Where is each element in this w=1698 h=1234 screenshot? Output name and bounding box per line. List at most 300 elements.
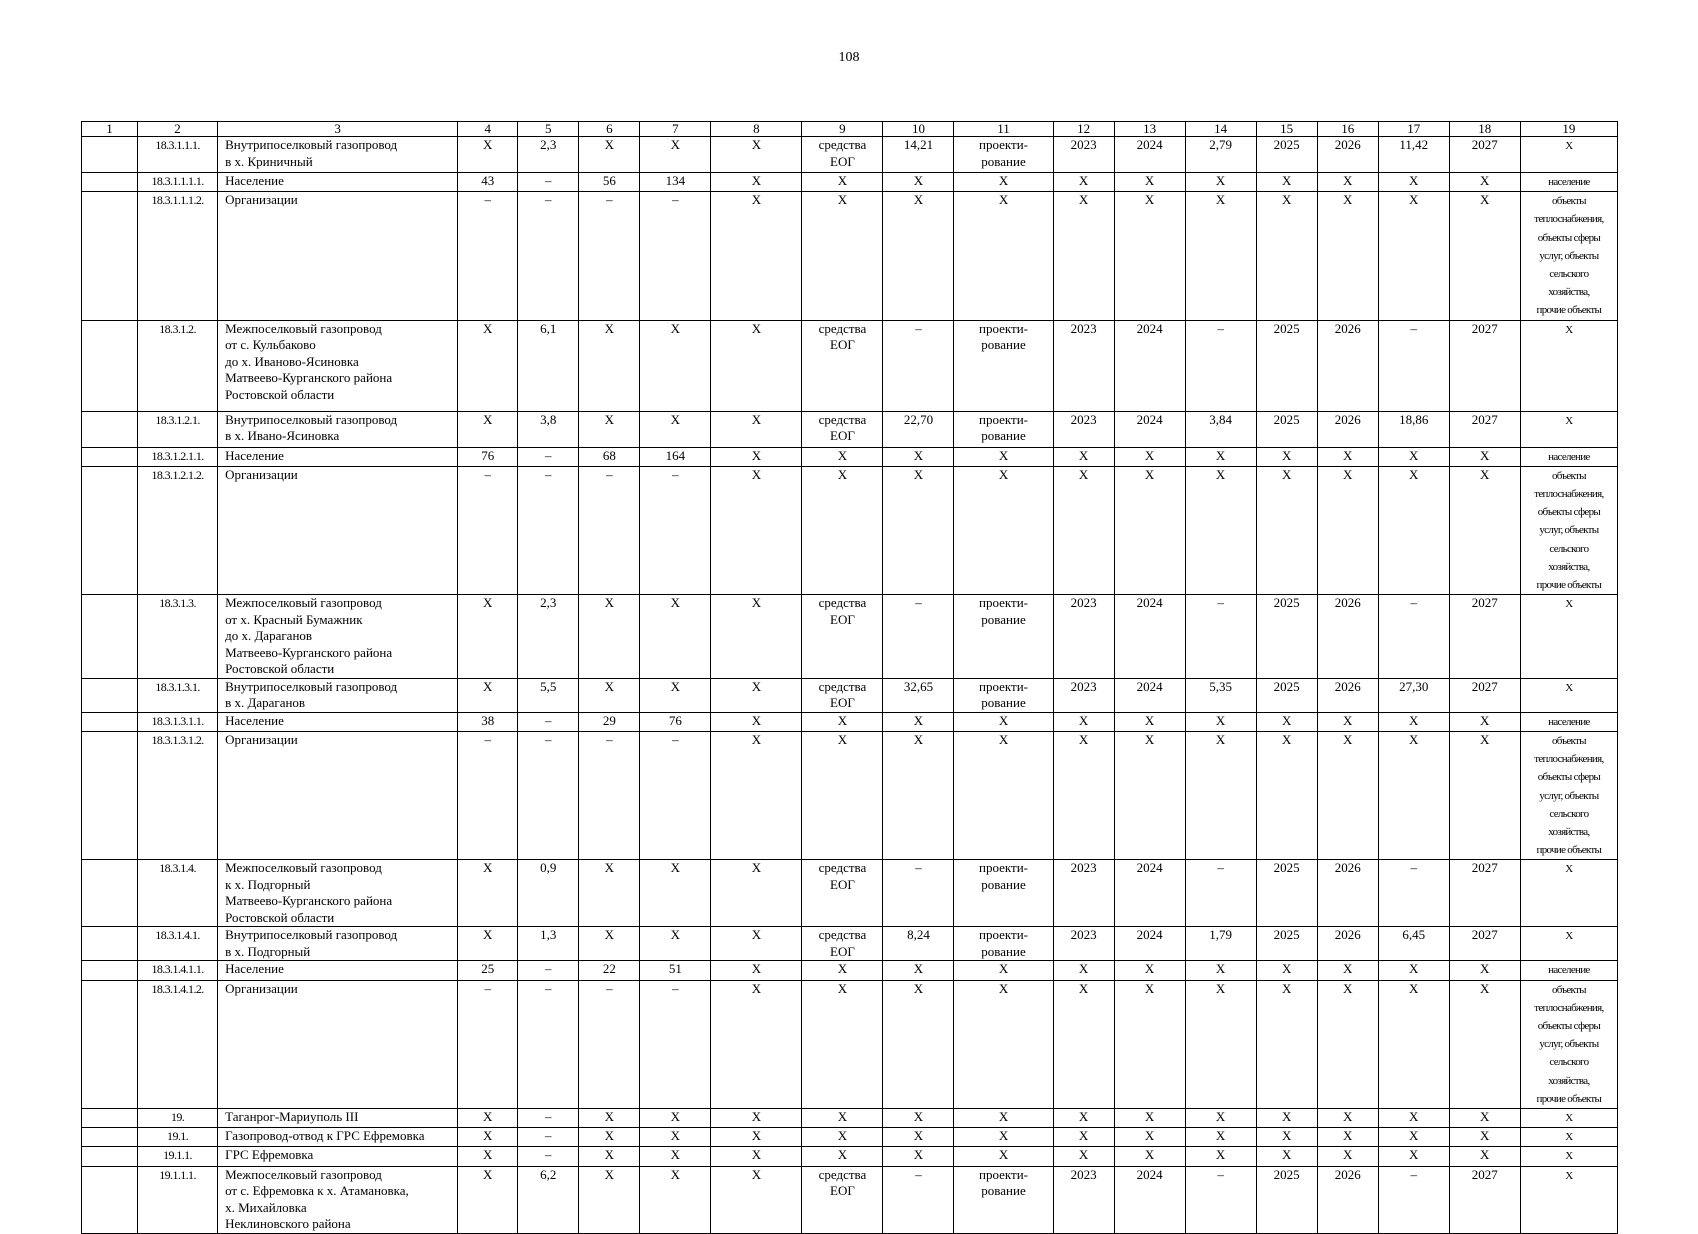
table-cell-col-6: Х — [579, 1128, 640, 1147]
column-number-cell: 18 — [1449, 122, 1520, 137]
table-cell-col-7: – — [640, 466, 711, 594]
table-cell-col-6: Х — [579, 860, 640, 927]
table-cell-col-16: 2026 — [1317, 927, 1378, 961]
table-cell-col-18: Х — [1449, 731, 1520, 859]
table-cell-col-14: – — [1185, 320, 1256, 411]
table-cell-col-19: население — [1520, 961, 1617, 980]
table-cell-col-1 — [82, 447, 138, 466]
table-cell-col-5: – — [518, 192, 579, 320]
table-cell-col-1 — [82, 595, 138, 679]
table-cell-col-16: 2026 — [1317, 137, 1378, 173]
table-cell-col-1 — [82, 927, 138, 961]
table-cell-col-12: Х — [1053, 731, 1114, 859]
table-cell-col-19: население — [1520, 712, 1617, 731]
table-cell-col-18: Х — [1449, 712, 1520, 731]
table-cell-col-15: Х — [1256, 1109, 1317, 1128]
table-cell-col-13: 2024 — [1114, 411, 1185, 447]
table-cell-col-1 — [82, 1128, 138, 1147]
table-cell-col-3: Население — [218, 173, 458, 192]
table-cell-col-2: 19.1.1.1. — [138, 1166, 218, 1233]
table-cell-col-7: Х — [640, 137, 711, 173]
table-cell-col-17: Х — [1378, 466, 1449, 594]
table-cell-col-10: Х — [883, 961, 954, 980]
table-cell-col-15: Х — [1256, 466, 1317, 594]
table-cell-col-15: 2025 — [1256, 678, 1317, 712]
table-cell-col-8: Х — [711, 1109, 802, 1128]
table-cell-col-14: 5,35 — [1185, 678, 1256, 712]
table-cell-col-9: средства ЕОГ — [802, 137, 883, 173]
table-cell-col-17: – — [1378, 860, 1449, 927]
table-cell-col-12: 2023 — [1053, 678, 1114, 712]
table-cell-col-3: Внутрипоселковый газопровод в х. Дараганов — [218, 678, 458, 712]
table-cell-col-11: Х — [954, 1128, 1053, 1147]
table-cell-col-2: 18.3.1.3.1.2. — [138, 731, 218, 859]
table-cell-col-9: Х — [802, 731, 883, 859]
table-cell-col-15: Х — [1256, 1147, 1317, 1166]
table-cell-col-9: средства ЕОГ — [802, 860, 883, 927]
table-row — [82, 173, 1618, 192]
table-cell-col-12: 2023 — [1053, 1166, 1114, 1233]
table-cell-col-11: проекти- рование — [954, 137, 1053, 173]
table-cell-col-2: 18.3.1.1.1.1. — [138, 173, 218, 192]
table-cell-col-18: 2027 — [1449, 1166, 1520, 1233]
table-cell-col-19: Х — [1520, 1109, 1617, 1128]
column-number-cell: 5 — [518, 122, 579, 137]
column-number-cell: 15 — [1256, 122, 1317, 137]
table-cell-col-13: Х — [1114, 192, 1185, 320]
table-cell-col-8: Х — [711, 1147, 802, 1166]
table-cell-col-9: Х — [802, 173, 883, 192]
table-row — [82, 411, 1618, 447]
column-number-cell: 10 — [883, 122, 954, 137]
table-cell-col-17: Х — [1378, 173, 1449, 192]
table-cell-col-18: Х — [1449, 961, 1520, 980]
table-cell-col-17: 18,86 — [1378, 411, 1449, 447]
gas-pipeline-table — [81, 121, 1618, 1234]
table-cell-col-12: 2023 — [1053, 595, 1114, 679]
table-cell-col-5: – — [518, 731, 579, 859]
table-cell-col-6: Х — [579, 678, 640, 712]
table-cell-col-3: Организации — [218, 466, 458, 594]
table-cell-col-6: Х — [579, 595, 640, 679]
table-cell-col-4: – — [458, 731, 518, 859]
table-cell-col-15: Х — [1256, 1128, 1317, 1147]
table-cell-col-3: Таганрог-Мариуполь III — [218, 1109, 458, 1128]
table-cell-col-8: Х — [711, 712, 802, 731]
table-cell-col-16: Х — [1317, 466, 1378, 594]
table-cell-col-7: Х — [640, 411, 711, 447]
table-cell-col-4: 38 — [458, 712, 518, 731]
table-cell-col-2: 18.3.1.3.1.1. — [138, 712, 218, 731]
table-cell-col-4: Х — [458, 678, 518, 712]
table-cell-col-9: Х — [802, 980, 883, 1108]
table-cell-col-17: Х — [1378, 1128, 1449, 1147]
table-cell-col-11: Х — [954, 447, 1053, 466]
table-row — [82, 595, 1618, 679]
table-cell-col-17: Х — [1378, 961, 1449, 980]
table-cell-col-10: Х — [883, 712, 954, 731]
table-cell-col-16: Х — [1317, 173, 1378, 192]
table-cell-col-9: Х — [802, 192, 883, 320]
table-cell-col-5: 2,3 — [518, 137, 579, 173]
table-cell-col-14: – — [1185, 860, 1256, 927]
table-cell-col-5: 2,3 — [518, 595, 579, 679]
table-cell-col-6: Х — [579, 411, 640, 447]
table-cell-col-11: Х — [954, 961, 1053, 980]
table-cell-col-4: 43 — [458, 173, 518, 192]
table-cell-col-16: Х — [1317, 1109, 1378, 1128]
table-row — [82, 1147, 1618, 1166]
table-cell-col-15: 2025 — [1256, 860, 1317, 927]
table-cell-col-13: 2024 — [1114, 860, 1185, 927]
table-cell-col-1 — [82, 411, 138, 447]
column-number-cell: 11 — [954, 122, 1053, 137]
table-cell-col-13: Х — [1114, 712, 1185, 731]
table-cell-col-17: 27,30 — [1378, 678, 1449, 712]
table-cell-col-3: Внутрипоселковый газопровод в х. Ивано-Ясиновка — [218, 411, 458, 447]
table-cell-col-3: Внутрипоселковый газопровод в х. Криничный — [218, 137, 458, 173]
table-cell-col-13: 2024 — [1114, 1166, 1185, 1233]
table-cell-col-19: объекты теплоснабжения, объекты сферы услуг, объекты сельского хозяйства, прочие объекты — [1520, 731, 1617, 859]
table-cell-col-14: Х — [1185, 980, 1256, 1108]
table-cell-col-13: Х — [1114, 961, 1185, 980]
table-cell-col-15: 2025 — [1256, 927, 1317, 961]
table-cell-col-11: проекти- рование — [954, 595, 1053, 679]
table-cell-col-5: – — [518, 1147, 579, 1166]
table-cell-col-8: Х — [711, 961, 802, 980]
table-cell-col-11: Х — [954, 1147, 1053, 1166]
table-row — [82, 980, 1618, 1108]
table-cell-col-15: Х — [1256, 192, 1317, 320]
table-cell-col-8: Х — [711, 192, 802, 320]
table-cell-col-18: 2027 — [1449, 320, 1520, 411]
table-cell-col-12: Х — [1053, 173, 1114, 192]
table-cell-col-17: – — [1378, 595, 1449, 679]
table-cell-col-12: 2023 — [1053, 411, 1114, 447]
table-cell-col-7: Х — [640, 1147, 711, 1166]
table-cell-col-9: Х — [802, 1109, 883, 1128]
table-cell-col-15: Х — [1256, 173, 1317, 192]
table-cell-col-3: Население — [218, 961, 458, 980]
table-cell-col-13: Х — [1114, 1147, 1185, 1166]
table-cell-col-9: Х — [802, 466, 883, 594]
table-cell-col-19: Х — [1520, 678, 1617, 712]
table-cell-col-19: объекты теплоснабжения, объекты сферы услуг, объекты сельского хозяйства, прочие объекты — [1520, 466, 1617, 594]
table-cell-col-5: – — [518, 466, 579, 594]
table-cell-col-19: Х — [1520, 595, 1617, 679]
table-cell-col-17: Х — [1378, 731, 1449, 859]
table-cell-col-11: Х — [954, 192, 1053, 320]
table-cell-col-3: Организации — [218, 980, 458, 1108]
table-cell-col-9: Х — [802, 1128, 883, 1147]
table-cell-col-8: Х — [711, 137, 802, 173]
table-cell-col-10: 32,65 — [883, 678, 954, 712]
table-cell-col-9: Х — [802, 961, 883, 980]
table-row — [82, 1128, 1618, 1147]
column-number-cell: 19 — [1520, 122, 1617, 137]
table-cell-col-2: 18.3.1.1.1.2. — [138, 192, 218, 320]
table-row — [82, 1109, 1618, 1128]
table-cell-col-16: Х — [1317, 1128, 1378, 1147]
table-cell-col-14: – — [1185, 1166, 1256, 1233]
table-cell-col-19: объекты теплоснабжения, объекты сферы услуг, объекты сельского хозяйства, прочие объекты — [1520, 980, 1617, 1108]
table-cell-col-18: 2027 — [1449, 137, 1520, 173]
table-cell-col-10: Х — [883, 466, 954, 594]
table-cell-col-9: средства ЕОГ — [802, 1166, 883, 1233]
table-row — [82, 320, 1618, 411]
table-cell-col-17: – — [1378, 320, 1449, 411]
table-cell-col-3: Межпоселковый газопровод от х. Красный Бумажник до х. Дараганов Матвеево-Курганского района Ростовской области — [218, 595, 458, 679]
table-cell-col-2: 18.3.1.2. — [138, 320, 218, 411]
table-cell-col-14: 1,79 — [1185, 927, 1256, 961]
table-cell-col-14: Х — [1185, 1109, 1256, 1128]
table-cell-col-8: Х — [711, 678, 802, 712]
table-cell-col-16: 2026 — [1317, 1166, 1378, 1233]
table-cell-col-3: Организации — [218, 731, 458, 859]
table-cell-col-19: Х — [1520, 1166, 1617, 1233]
table-cell-col-12: 2023 — [1053, 927, 1114, 961]
table-cell-col-15: Х — [1256, 447, 1317, 466]
table-cell-col-7: Х — [640, 1128, 711, 1147]
table-cell-col-5: – — [518, 712, 579, 731]
table-cell-col-8: Х — [711, 927, 802, 961]
table-cell-col-10: Х — [883, 192, 954, 320]
table-cell-col-4: Х — [458, 1128, 518, 1147]
table-cell-col-7: 134 — [640, 173, 711, 192]
table-cell-col-17: Х — [1378, 712, 1449, 731]
table-cell-col-4: Х — [458, 860, 518, 927]
table-row — [82, 860, 1618, 927]
table-cell-col-8: Х — [711, 447, 802, 466]
column-number-cell: 12 — [1053, 122, 1114, 137]
table-cell-col-18: 2027 — [1449, 927, 1520, 961]
table-cell-col-15: 2025 — [1256, 1166, 1317, 1233]
table-cell-col-2: 18.3.1.4.1.1. — [138, 961, 218, 980]
table-cell-col-13: Х — [1114, 466, 1185, 594]
table-cell-col-8: Х — [711, 595, 802, 679]
table-cell-col-1 — [82, 961, 138, 980]
table-cell-col-18: Х — [1449, 173, 1520, 192]
table-cell-col-4: Х — [458, 320, 518, 411]
table-cell-col-2: 19.1.1. — [138, 1147, 218, 1166]
table-cell-col-10: 14,21 — [883, 137, 954, 173]
table-row — [82, 731, 1618, 859]
table-cell-col-3: Межпоселковый газопровод к х. Подгорный Матвеево-Курганского района Ростовской области — [218, 860, 458, 927]
table-cell-col-1 — [82, 860, 138, 927]
table-cell-col-1 — [82, 712, 138, 731]
page-number: 108 — [838, 50, 860, 65]
column-number-header-row — [82, 122, 1618, 137]
table-cell-col-9: Х — [802, 1147, 883, 1166]
column-number-cell: 13 — [1114, 122, 1185, 137]
table-cell-col-16: Х — [1317, 980, 1378, 1108]
table-cell-col-13: Х — [1114, 447, 1185, 466]
table-cell-col-7: 76 — [640, 712, 711, 731]
table-cell-col-6: 29 — [579, 712, 640, 731]
table-cell-col-17: Х — [1378, 980, 1449, 1108]
table-cell-col-4: 76 — [458, 447, 518, 466]
table-cell-col-13: 2024 — [1114, 595, 1185, 679]
table-cell-col-5: – — [518, 447, 579, 466]
table-cell-col-13: Х — [1114, 731, 1185, 859]
table-cell-col-2: 18.3.1.3. — [138, 595, 218, 679]
table-cell-col-19: Х — [1520, 137, 1617, 173]
table-cell-col-10: Х — [883, 447, 954, 466]
table-cell-col-6: – — [579, 980, 640, 1108]
table-cell-col-17: Х — [1378, 1109, 1449, 1128]
table-cell-col-7: Х — [640, 678, 711, 712]
table-cell-col-18: 2027 — [1449, 411, 1520, 447]
table-cell-col-3: Газопровод-отвод к ГРС Ефремовка — [218, 1128, 458, 1147]
table-cell-col-1 — [82, 320, 138, 411]
table-row — [82, 447, 1618, 466]
table-cell-col-9: средства ЕОГ — [802, 595, 883, 679]
table-cell-col-11: проекти- рование — [954, 320, 1053, 411]
table-cell-col-18: Х — [1449, 980, 1520, 1108]
table-cell-col-14: Х — [1185, 961, 1256, 980]
table-cell-col-14: Х — [1185, 192, 1256, 320]
table-cell-col-4: Х — [458, 927, 518, 961]
table-cell-col-1 — [82, 173, 138, 192]
table-cell-col-6: – — [579, 192, 640, 320]
table-cell-col-11: проекти- рование — [954, 678, 1053, 712]
table-cell-col-6: 56 — [579, 173, 640, 192]
table-cell-col-8: Х — [711, 1128, 802, 1147]
table-cell-col-8: Х — [711, 1166, 802, 1233]
table-cell-col-4: 25 — [458, 961, 518, 980]
table-cell-col-4: – — [458, 192, 518, 320]
table-cell-col-7: – — [640, 192, 711, 320]
table-cell-col-18: 2027 — [1449, 678, 1520, 712]
table-cell-col-11: Х — [954, 1109, 1053, 1128]
table-cell-col-7: Х — [640, 860, 711, 927]
table-cell-col-13: Х — [1114, 980, 1185, 1108]
table-cell-col-16: Х — [1317, 447, 1378, 466]
table-cell-col-9: Х — [802, 712, 883, 731]
table-cell-col-17: Х — [1378, 447, 1449, 466]
table-cell-col-19: Х — [1520, 411, 1617, 447]
column-number-cell: 4 — [458, 122, 518, 137]
table-cell-col-11: Х — [954, 466, 1053, 594]
column-number-cell: 2 — [138, 122, 218, 137]
table-cell-col-4: Х — [458, 1147, 518, 1166]
table-cell-col-3: Межпоселковый газопровод от с. Ефремовка к х. Атамановка, х. Михайловка Неклиновского района — [218, 1166, 458, 1233]
table-cell-col-7: – — [640, 731, 711, 859]
table-cell-col-10: Х — [883, 173, 954, 192]
table-cell-col-4: Х — [458, 595, 518, 679]
table-cell-col-11: Х — [954, 731, 1053, 859]
table-cell-col-16: 2026 — [1317, 678, 1378, 712]
table-cell-col-3: Внутрипоселковый газопровод в х. Подгорный — [218, 927, 458, 961]
table-cell-col-8: Х — [711, 411, 802, 447]
table-cell-col-19: Х — [1520, 1128, 1617, 1147]
table-cell-col-1 — [82, 1147, 138, 1166]
column-number-cell: 8 — [711, 122, 802, 137]
table-cell-col-9: средства ЕОГ — [802, 320, 883, 411]
table-cell-col-3: ГРС Ефремовка — [218, 1147, 458, 1166]
table-cell-col-10: Х — [883, 1128, 954, 1147]
table-cell-col-3: Межпоселковый газопровод от с. Кульбаково до х. Иваново-Ясиновка Матвеево-Курганского района Ростовской области — [218, 320, 458, 411]
table-cell-col-11: проекти- рование — [954, 411, 1053, 447]
table-cell-col-12: Х — [1053, 1109, 1114, 1128]
table-cell-col-1 — [82, 980, 138, 1108]
table-cell-col-16: 2026 — [1317, 320, 1378, 411]
table-cell-col-4: Х — [458, 1166, 518, 1233]
table-cell-col-5: 1,3 — [518, 927, 579, 961]
table-cell-col-5: 3,8 — [518, 411, 579, 447]
table-cell-col-10: – — [883, 1166, 954, 1233]
table-cell-col-18: 2027 — [1449, 595, 1520, 679]
table-cell-col-18: Х — [1449, 466, 1520, 594]
table-cell-col-6: Х — [579, 137, 640, 173]
table-cell-col-16: Х — [1317, 731, 1378, 859]
table-cell-col-7: Х — [640, 1109, 711, 1128]
table-cell-col-2: 18.3.1.4.1.2. — [138, 980, 218, 1108]
table-cell-col-3: Организации — [218, 192, 458, 320]
table-cell-col-13: 2024 — [1114, 927, 1185, 961]
table-cell-col-1 — [82, 466, 138, 594]
table-cell-col-6: Х — [579, 320, 640, 411]
table-cell-col-5: – — [518, 1128, 579, 1147]
table-cell-col-15: Х — [1256, 980, 1317, 1108]
table-cell-col-8: Х — [711, 466, 802, 594]
table-cell-col-17: Х — [1378, 192, 1449, 320]
table-cell-col-16: 2026 — [1317, 860, 1378, 927]
column-number-cell: 9 — [802, 122, 883, 137]
table-cell-col-5: – — [518, 1109, 579, 1128]
table-cell-col-11: Х — [954, 980, 1053, 1108]
column-number-cell: 6 — [579, 122, 640, 137]
table-cell-col-14: Х — [1185, 173, 1256, 192]
table-cell-col-9: Х — [802, 447, 883, 466]
table-cell-col-11: проекти- рование — [954, 927, 1053, 961]
table-cell-col-6: 22 — [579, 961, 640, 980]
table-cell-col-13: 2024 — [1114, 137, 1185, 173]
table-cell-col-7: 164 — [640, 447, 711, 466]
table-cell-col-5: – — [518, 173, 579, 192]
table-cell-col-13: Х — [1114, 1128, 1185, 1147]
table-cell-col-17: – — [1378, 1166, 1449, 1233]
table-row — [82, 192, 1618, 320]
table-cell-col-14: Х — [1185, 466, 1256, 594]
table-cell-col-4: Х — [458, 137, 518, 173]
table-cell-col-12: Х — [1053, 712, 1114, 731]
table-cell-col-14: Х — [1185, 1128, 1256, 1147]
table-cell-col-7: Х — [640, 1166, 711, 1233]
table-cell-col-5: – — [518, 961, 579, 980]
table-cell-col-12: Х — [1053, 192, 1114, 320]
table-cell-col-2: 18.3.1.3.1. — [138, 678, 218, 712]
table-cell-col-2: 18.3.1.2.1.2. — [138, 466, 218, 594]
table-cell-col-16: Х — [1317, 192, 1378, 320]
table-cell-col-10: Х — [883, 1109, 954, 1128]
table-body — [82, 122, 1618, 1234]
table-cell-col-12: 2023 — [1053, 860, 1114, 927]
table-cell-col-2: 18.3.1.2.1.1. — [138, 447, 218, 466]
table-cell-col-7: Х — [640, 320, 711, 411]
table-cell-col-4: Х — [458, 411, 518, 447]
table-cell-col-8: Х — [711, 320, 802, 411]
table-row — [82, 678, 1618, 712]
table-cell-col-9: средства ЕОГ — [802, 678, 883, 712]
table-cell-col-14: Х — [1185, 712, 1256, 731]
table-cell-col-17: Х — [1378, 1147, 1449, 1166]
table-cell-col-10: Х — [883, 731, 954, 859]
table-cell-col-9: средства ЕОГ — [802, 927, 883, 961]
table-cell-col-12: Х — [1053, 447, 1114, 466]
table-cell-col-10: Х — [883, 1147, 954, 1166]
table-cell-col-15: Х — [1256, 712, 1317, 731]
